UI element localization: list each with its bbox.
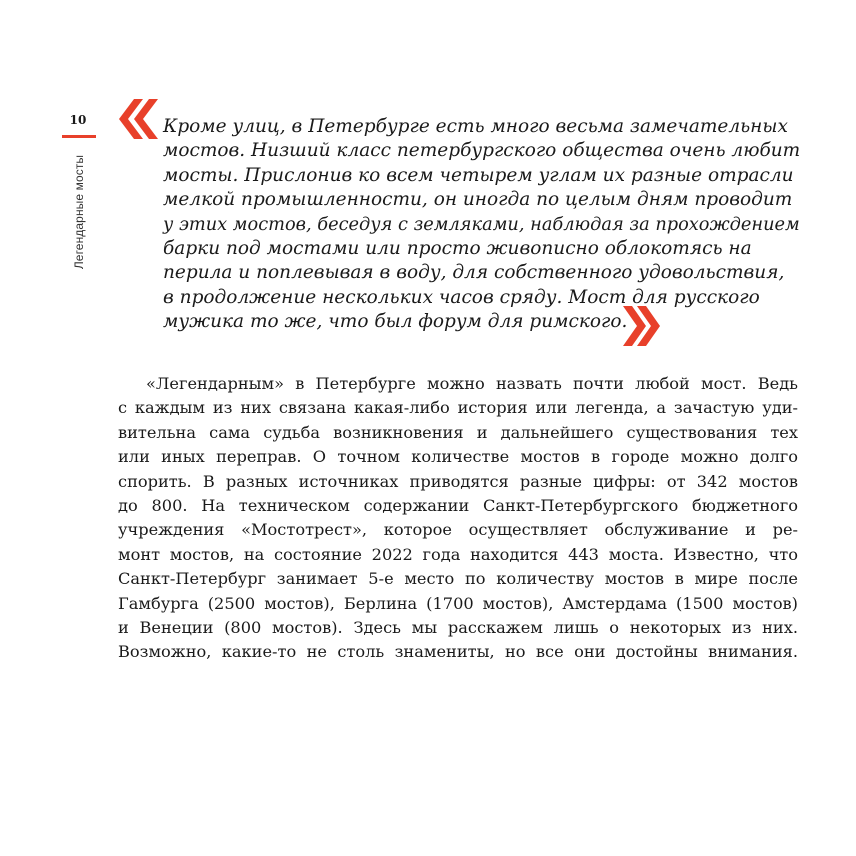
epigraph-line: Кроме улиц, в Петербурге есть много весьма замечательных xyxy=(163,116,788,137)
body-paragraph xyxy=(118,372,798,665)
body-line: монт мостов, на состояние 2022 года находится 443 моста. Известно, что xyxy=(118,544,798,564)
epigraph-line: барки под мостами или просто живописно облокотясь на xyxy=(163,238,752,260)
epigraph-quote xyxy=(163,115,803,335)
epigraph-line: у этих мостов, беседуя с земляками, наблюдая за прохождением xyxy=(163,214,800,235)
epigraph-line: перила и поплевывая в воду, для собственного удовольствия, xyxy=(163,262,785,284)
body-line: Гамбурга (2500 мостов), Берлина (1700 мостов), Амстердама (1500 мостов) xyxy=(118,593,798,613)
running-head: Легендарные мосты xyxy=(72,154,86,270)
epigraph-line: в продолжение нескольких часов сряду. Мост для русского xyxy=(163,286,760,308)
epigraph-line: мелкой промышленности, он иногда по целым дням проводит xyxy=(163,189,793,211)
accent-rule xyxy=(62,135,96,138)
body-line: спорить. В разных источниках приводятся разные цифры: от 342 мостов xyxy=(118,471,798,491)
epigraph-line: мостов. Низший класс петербургского общества очень любит xyxy=(163,140,801,162)
body-line: Санкт-Петербург занимает 5-е место по количеству мостов в мире после xyxy=(118,569,798,589)
body-line: до 800. На техническом содержании Санкт-Петербургского бюджетного xyxy=(118,496,798,516)
guillemet-close-icon xyxy=(621,304,663,348)
page-number: 10 xyxy=(69,113,87,127)
epigraph-line: мужика то же, что был форум для римского. xyxy=(163,311,628,333)
body-line: или иных переправ. О точном количестве мостов в городе можно долго xyxy=(118,447,798,467)
body-line: с каждым из них связана какая-либо история или легенда, а зачастую уди- xyxy=(118,398,798,418)
body-line: учреждения «Мостотрест», которое осуществляет обслуживание и ре- xyxy=(118,520,798,540)
body-line: «Легендарным» в Петербурге можно назвать почти любой мост. Ведь xyxy=(146,374,798,393)
guillemet-open-icon xyxy=(116,96,160,142)
body-line: Возможно, какие-то не столь знамениты, но все они достойны внимания. xyxy=(118,642,798,662)
body-line: и Венеции (800 мостов). Здесь мы расскажем лишь о некоторых из них. xyxy=(118,618,798,638)
epigraph-line: мосты. Прислонив ко всем четырем углам их разные отрасли xyxy=(163,164,794,186)
body-line: вительна сама судьба возникновения и дальнейшего существования тех xyxy=(118,422,798,442)
